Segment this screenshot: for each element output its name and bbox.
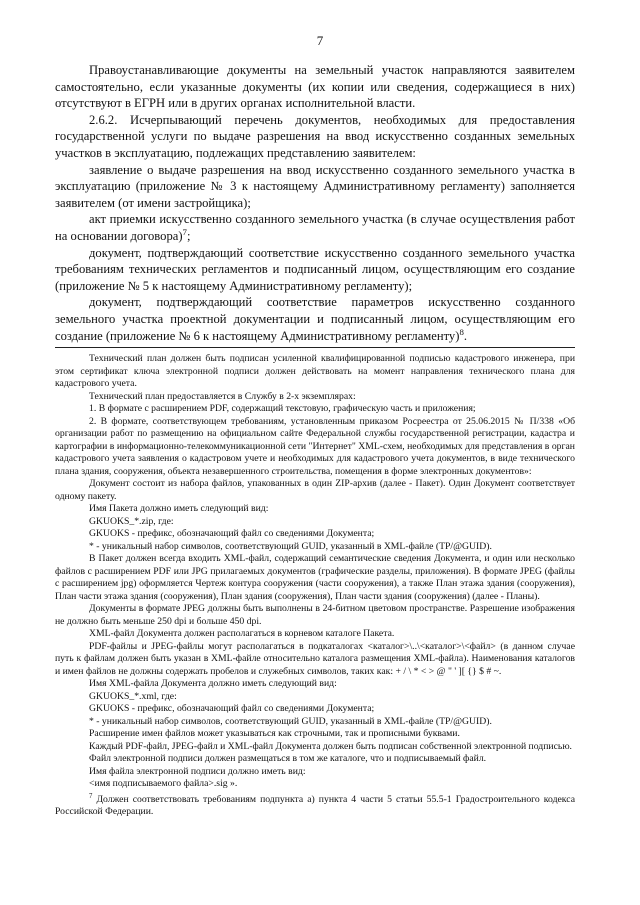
footnote-line: GKUOKS - префикс, обозначающий файл со сведениями Документа; xyxy=(89,703,375,714)
footnote-line: Каждый PDF-файл, JPEG-файл и XML-файл Документа должен быть подписан собственной электронной подписью. xyxy=(89,740,572,752)
footnote-divider xyxy=(55,347,575,348)
footnote-line: Имя Пакета должно иметь следующий вид: xyxy=(89,503,269,514)
paragraph-project-compliance xyxy=(55,294,575,344)
main-text xyxy=(55,62,575,344)
paragraph-technical-compliance: документ, подтверждающий соответствие искусственно созданного земельного участка требованиям технических регламентов и подписанный лицом, осуществляющим его создание (приложение № 5 к настоящему Административному регламенту); xyxy=(55,245,575,293)
footnote-7 xyxy=(55,794,575,819)
footnote-line: Расширение имен файлов может указываться как строчными, так и прописными буквами. xyxy=(89,728,460,739)
footnote-line: * - уникальный набор символов, соответствующий GUID, указанный в XML-файле (TP/@GUID). xyxy=(89,540,492,552)
footnote-line: Документы в формате JPEG должны быть выполнены в 24-битном цветовом пространстве. Разрешение изображения не должно быть меньше 250 dpi и больше 450 dpi. xyxy=(55,603,575,627)
footnote-line: Документ состоит из набора файлов, упакованных в один ZIP-архив (далее - Пакет). Один Документ соответствует одному пакету. xyxy=(55,478,575,502)
footnote-line: Технический план должен быть подписан усиленной квалифицированной подписью кадастрового инженера, при этом сертификат ключа электронной подписи должен действовать на момент направления технического плана для кадастрового учета. xyxy=(55,353,575,389)
footnote-line: Имя файла электронной подписи должно иметь вид: xyxy=(89,765,306,777)
project-compliance-end: . xyxy=(463,328,467,343)
page-number: 7 xyxy=(316,33,324,48)
footnotes xyxy=(55,353,575,819)
project-compliance-text: документ, подтверждающий соответствие параметров искусственно созданного земельного участка проектной документации и подписанный лицом, осуществляющим его создание (приложение № 6 к настоящему Административному регламенту) xyxy=(55,295,575,343)
footnote-line: Технический план предоставляется в Службу в 2-х экземплярах: xyxy=(89,390,356,402)
footnote-line: GKUOKS - префикс, обозначающий файл со сведениями Документа; xyxy=(89,528,375,539)
footnote-marker-7: 7 xyxy=(89,792,93,800)
paragraph-2-6-2: 2.6.2. Исчерпывающий перечень документов, необходимых для предоставления государственной услуги по выдаче разрешения на ввод искусственно созданных земельных участков в эксплуатацию, подлежащих представлению заявителем: xyxy=(55,112,575,160)
paragraph-application: заявление о выдаче разрешения на ввод искусственно созданного земельного участка в эксплуатацию (приложение № 3 к настоящему Административному регламенту) заполняется заявителем (от имени застройщика); xyxy=(55,162,575,210)
footnote-line: Имя XML-файла Документа должно иметь следующий вид: xyxy=(89,678,337,689)
footnote-line: 1. В формате с расширением PDF, содержащий текстовую, графическую часть и приложения; xyxy=(89,403,476,414)
footnote-line: <имя подписываемого файла>.sig ». xyxy=(89,778,238,789)
footnote-line: GKUOKS_*.zip, где: xyxy=(89,515,174,527)
footnote-line: * - уникальный набор символов, соответствующий GUID, указанный в XML-файле (TP/@GUID). xyxy=(89,715,492,727)
footnote-line: XML-файл Документа должен располагаться в корневом каталоге Пакета. xyxy=(89,628,395,639)
footnote-line: 2. В формате, соответствующем требованиям, установленным приказом Росреестра от 25.06.2015 № П/338 «Об организации работ по размещению на официальном сайте Федеральной службы государственной регистрации, кадастра и картографии в информационно-телекоммуникационной сети "Интернет" XML-схем, необходимых для представления в орган кадастрового учета заявления о кадастровом учете и необходимых для кадастрового учета документов, в виде технического плана здания, сооружения, объекта незавершенного строительства, помещения в форме электронных документов»: xyxy=(55,415,575,477)
footnote-line: GKUOKS_*.xml, где: xyxy=(89,690,177,702)
paragraph-ownership-documents: Правоустанавливающие документы на земельный участок направляются заявителем самостоятельно, если указанные документы (их копии или сведения, содержащиеся в них) отсутствуют в ЕГРН или в других органах исполнительной власти. xyxy=(55,63,575,111)
footnote-line: Файл электронной подписи должен размещаться в том же каталоге, что и подписываемый файл. xyxy=(89,753,487,764)
footnote-ref-7: 7 xyxy=(182,226,187,237)
footnote-7-text: Должен соответствовать требованиям подпункта а) пункта 4 части 5 статьи 55.5-1 Градостроительного кодекса Российской Федерации. xyxy=(55,793,575,817)
footnote-ref-8: 8 xyxy=(459,326,464,337)
paragraph-acceptance-act xyxy=(55,211,575,244)
footnote-line: В Пакет должен всегда входить XML-файл, содержащий семантические сведения Документа, и один или несколько файлов с расширением PDF или JPG прилагаемых документов (графические разделы, приложения). В формате JPEG (файлы с расширением jpg) оформляется Чертеж контура сооружения (части сооружения), а также План этажа здания (сооружения), План части этажа здания (сооружения), План здания (сооружения), План части здания (сооружения) (далее - Планы). xyxy=(55,553,575,602)
acceptance-act-end: ; xyxy=(186,228,191,243)
acceptance-act-text: акт приемки искусственно созданного земельного участка (в случае осуществления работ на основании договора) xyxy=(55,212,575,243)
footnote-line: PDF-файлы и JPEG-файлы могут располагаться в подкаталогах <каталог>\..\<каталог>\<файл> (в данном случае путь к файлам должен быть указан в XML-файле относительно каталога размещения XML-файла). Наименования каталогов и имен файлов не должны содержать пробелов и служебных символов, таких как: + / \ * < > @ " ' ][ {} $ # ~. xyxy=(55,640,575,677)
